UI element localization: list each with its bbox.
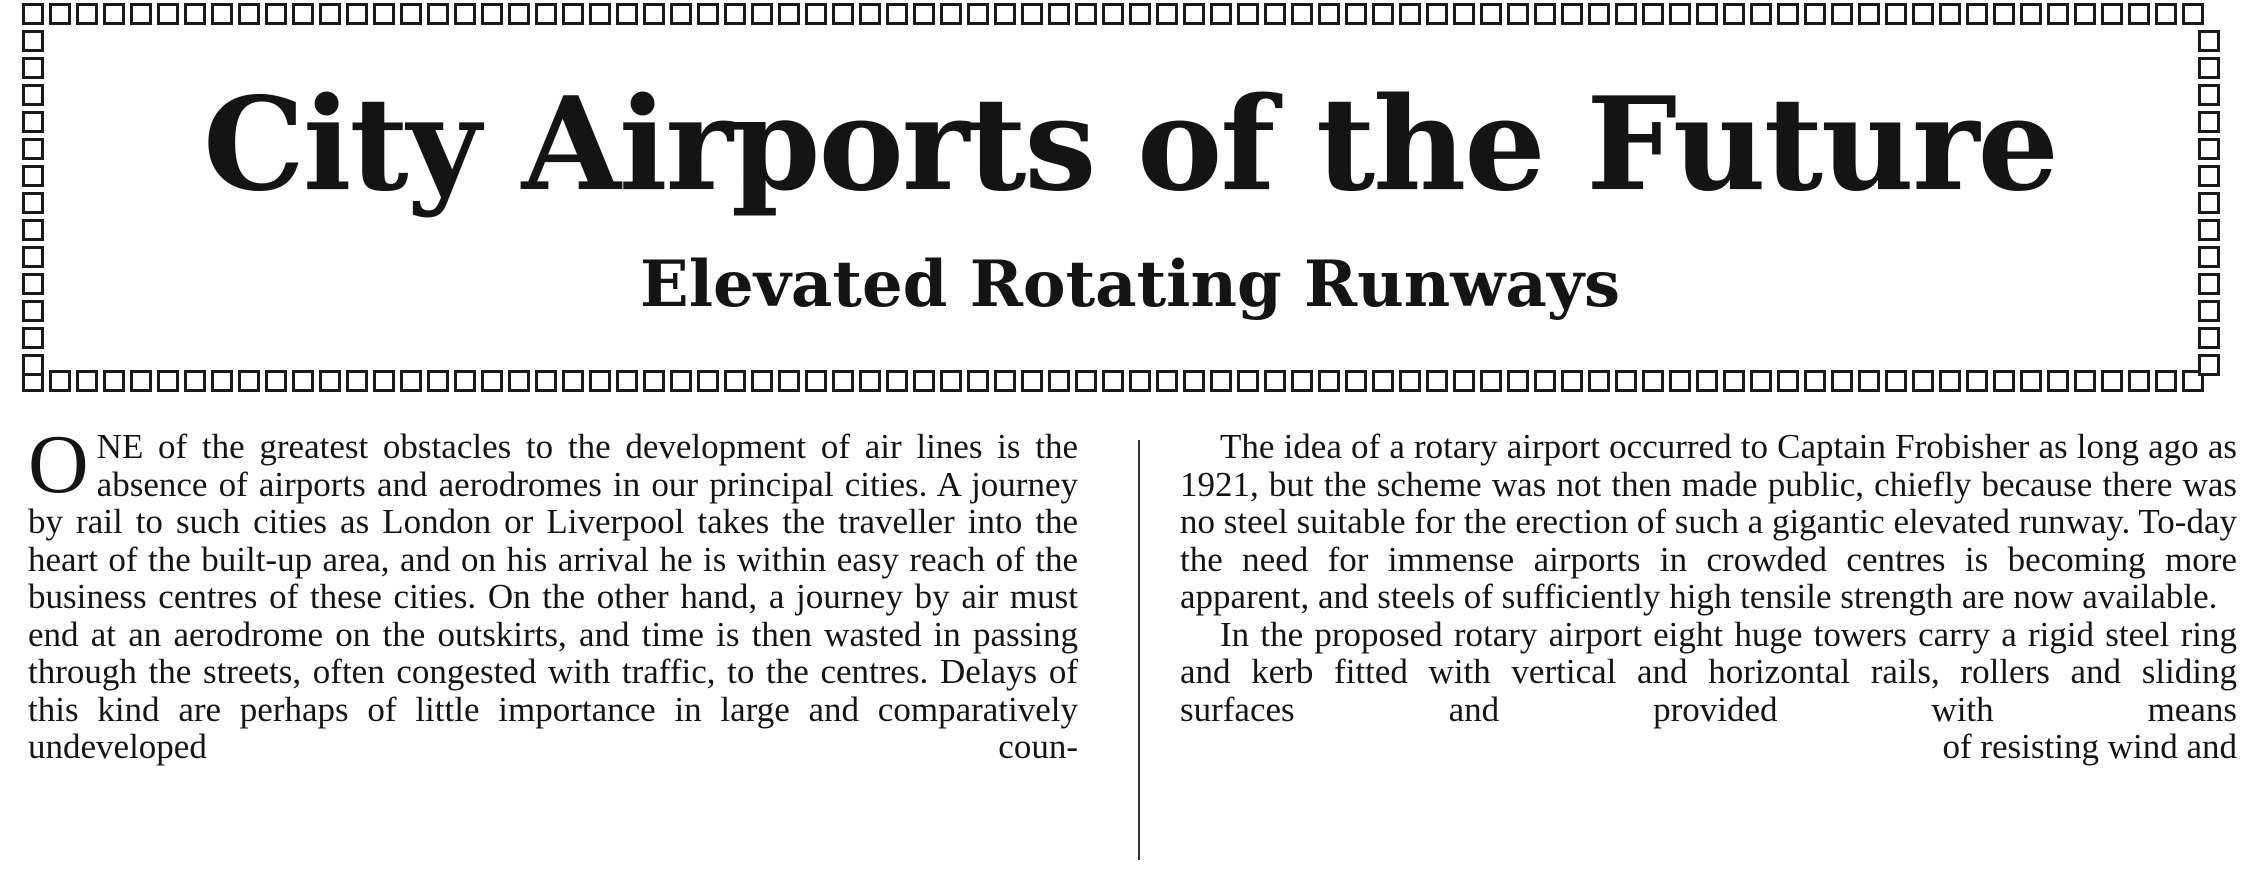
border-square: [1453, 370, 1475, 392]
border-square: [1480, 3, 1502, 25]
border-square: [481, 3, 503, 25]
border-square: [1237, 3, 1259, 25]
border-square: [319, 370, 341, 392]
border-square: [940, 370, 962, 392]
border-square: [1615, 370, 1637, 392]
border-square: [76, 3, 98, 25]
border-square: [1804, 370, 1826, 392]
border-square: [1966, 370, 1988, 392]
border-square: [670, 3, 692, 25]
border-square: [1939, 3, 1961, 25]
border-square: [2101, 3, 2123, 25]
border-square: [940, 3, 962, 25]
border-square: [1696, 3, 1718, 25]
border-square: [2128, 3, 2150, 25]
border-square: [49, 3, 71, 25]
border-square: [697, 3, 719, 25]
border-square: [1669, 370, 1691, 392]
border-square: [859, 370, 881, 392]
border-square: [1831, 370, 1853, 392]
border-square: [1507, 3, 1529, 25]
border-square: [778, 3, 800, 25]
border-square: [1264, 3, 1286, 25]
border-square: [211, 370, 233, 392]
border-square: [2074, 370, 2096, 392]
border-square: [535, 370, 557, 392]
border-square: [292, 370, 314, 392]
border-square: [373, 370, 395, 392]
border-square: [22, 327, 44, 349]
border-square: [427, 370, 449, 392]
border-square: [1912, 3, 1934, 25]
column-divider: [1138, 440, 1140, 860]
border-square: [724, 3, 746, 25]
border-square: [76, 370, 98, 392]
border-square: [1750, 370, 1772, 392]
border-square: [1993, 370, 2015, 392]
border-square: [751, 370, 773, 392]
border-square: [1291, 370, 1313, 392]
border-square: [805, 370, 827, 392]
border-square: [103, 3, 125, 25]
border-square: [751, 3, 773, 25]
border-square: [481, 370, 503, 392]
border-square: [1642, 370, 1664, 392]
border-square: [1183, 3, 1205, 25]
border-square: [1048, 3, 1070, 25]
border-square: [427, 3, 449, 25]
page-subtitle: Elevated Rotating Runways: [639, 247, 1621, 322]
border-square: [1399, 370, 1421, 392]
border-square: [589, 370, 611, 392]
border-square: [373, 3, 395, 25]
decorative-border-top: [22, 3, 2204, 25]
border-square: [130, 370, 152, 392]
border-square: [1966, 3, 1988, 25]
border-square: [967, 370, 989, 392]
border-square: [913, 370, 935, 392]
border-square: [1939, 370, 1961, 392]
border-square: [1318, 370, 1340, 392]
border-square: [805, 3, 827, 25]
border-square: [1156, 370, 1178, 392]
border-square: [292, 3, 314, 25]
border-square: [1588, 3, 1610, 25]
border-square: [1507, 370, 1529, 392]
border-square: [265, 370, 287, 392]
border-square: [832, 370, 854, 392]
border-square: [2198, 327, 2220, 349]
border-square: [1561, 3, 1583, 25]
border-square: [670, 370, 692, 392]
border-square: [184, 370, 206, 392]
border-square: [589, 3, 611, 25]
border-square: [859, 3, 881, 25]
border-square: [643, 370, 665, 392]
border-square: [643, 3, 665, 25]
border-square: [2020, 3, 2042, 25]
border-square: [1426, 3, 1448, 25]
border-square: [1885, 3, 1907, 25]
border-square: [1777, 370, 1799, 392]
border-square: [616, 3, 638, 25]
border-square: [22, 354, 44, 376]
border-square: [1858, 3, 1880, 25]
border-square: [967, 3, 989, 25]
border-square: [1318, 3, 1340, 25]
page-title: City Airports of the Future: [203, 70, 2057, 220]
border-square: [1831, 3, 1853, 25]
border-square: [616, 370, 638, 392]
border-square: [1372, 370, 1394, 392]
decorative-border-bottom: [22, 370, 2204, 392]
border-square: [1561, 370, 1583, 392]
border-square: [49, 370, 71, 392]
border-square: [2198, 30, 2220, 52]
border-square: [1669, 3, 1691, 25]
border-square: [2182, 3, 2204, 25]
border-square: [1075, 370, 1097, 392]
article-paragraph: The idea of a rotary airport occurred to Captain Frobisher as long ago as 1921, but the scheme was not then made public, chiefly because there was no steel suitable for the erection of such a gigantic elevated runway. To-day the need for immense airports in crowded centres is becoming more apparent, and steels of sufficiently high tensile strength are now available.: [1180, 427, 2237, 616]
border-square: [1480, 370, 1502, 392]
border-square: [913, 3, 935, 25]
border-square: [1858, 370, 1880, 392]
border-square: [1723, 370, 1745, 392]
article-column-right: [1180, 428, 2237, 766]
border-square: [22, 219, 44, 241]
border-square: [454, 3, 476, 25]
border-square: [562, 3, 584, 25]
border-square: [1291, 3, 1313, 25]
border-square: [1237, 370, 1259, 392]
border-square: [1453, 3, 1475, 25]
border-square: [400, 3, 422, 25]
border-square: [1534, 3, 1556, 25]
border-square: [265, 3, 287, 25]
border-square: [1183, 370, 1205, 392]
border-square: [1210, 3, 1232, 25]
border-square: [1102, 370, 1124, 392]
border-square: [508, 370, 530, 392]
border-square: [2155, 3, 2177, 25]
border-square: [400, 370, 422, 392]
paragraph-text: NE of the greatest obstacles to the development of air lines is the absence of airports and aerodromes in our principal cities. A journey by rail to such cities as London or Liverpool takes the traveller into the heart of the built-up area, and on his arrival he is within easy reach of the business centres of these cities. On the other hand, a journey by air must end at an aerodrome on the outskirts, and time is then wasted in passing through the streets, often congested with traffic, to the centres. Delays of this kind are perhaps of little importance in large and comparatively undeveloped coun-: [28, 427, 1078, 766]
border-square: [157, 370, 179, 392]
border-square: [2198, 219, 2220, 241]
border-square: [238, 370, 260, 392]
border-square: [1615, 3, 1637, 25]
border-square: [22, 3, 44, 25]
border-square: [130, 3, 152, 25]
border-square: [1129, 3, 1151, 25]
border-square: [1723, 3, 1745, 25]
border-square: [1642, 3, 1664, 25]
border-square: [1696, 370, 1718, 392]
border-square: [1588, 370, 1610, 392]
border-square: [994, 370, 1016, 392]
border-square: [1750, 3, 1772, 25]
border-square: [1885, 370, 1907, 392]
border-square: [2047, 3, 2069, 25]
border-square: [994, 3, 1016, 25]
border-square: [1156, 3, 1178, 25]
border-square: [2020, 370, 2042, 392]
border-square: [346, 370, 368, 392]
border-square: [1912, 370, 1934, 392]
border-square: [1345, 3, 1367, 25]
border-square: [2198, 354, 2220, 376]
border-square: [562, 370, 584, 392]
border-square: [1021, 3, 1043, 25]
border-square: [319, 3, 341, 25]
border-square: [1075, 3, 1097, 25]
border-square: [697, 370, 719, 392]
border-square: [157, 3, 179, 25]
border-square: [724, 370, 746, 392]
border-square: [1399, 3, 1421, 25]
article-paragraph: [28, 418, 1078, 766]
border-square: [1534, 370, 1556, 392]
border-square: [211, 3, 233, 25]
border-square: [2128, 370, 2150, 392]
border-square: [1426, 370, 1448, 392]
border-square: [1129, 370, 1151, 392]
border-square: [1804, 3, 1826, 25]
border-square: [886, 3, 908, 25]
border-square: [1345, 370, 1367, 392]
border-square: [1102, 3, 1124, 25]
article-paragraph-continued: of resisting wind and: [1942, 727, 2237, 766]
border-square: [1372, 3, 1394, 25]
border-square: [1021, 370, 1043, 392]
border-square: [22, 30, 44, 52]
drop-cap: O: [28, 418, 89, 511]
border-square: [238, 3, 260, 25]
border-square: [508, 3, 530, 25]
border-square: [1777, 3, 1799, 25]
border-square: [886, 370, 908, 392]
border-square: [346, 3, 368, 25]
border-square: [2074, 3, 2096, 25]
border-square: [2155, 370, 2177, 392]
border-square: [778, 370, 800, 392]
border-square: [454, 370, 476, 392]
border-square: [184, 3, 206, 25]
article-column-left: [28, 418, 1078, 766]
border-square: [535, 3, 557, 25]
border-square: [103, 370, 125, 392]
border-square: [832, 3, 854, 25]
border-square: [2047, 370, 2069, 392]
border-square: [1264, 370, 1286, 392]
border-square: [1993, 3, 2015, 25]
border-square: [2101, 370, 2123, 392]
border-square: [1048, 370, 1070, 392]
article-paragraph: In the proposed rotary airport eight huge towers carry a rigid steel ring and kerb fitted with vertical and horizontal rails, rollers and sliding surfaces and provided with means: [1180, 614, 2237, 729]
border-square: [1210, 370, 1232, 392]
